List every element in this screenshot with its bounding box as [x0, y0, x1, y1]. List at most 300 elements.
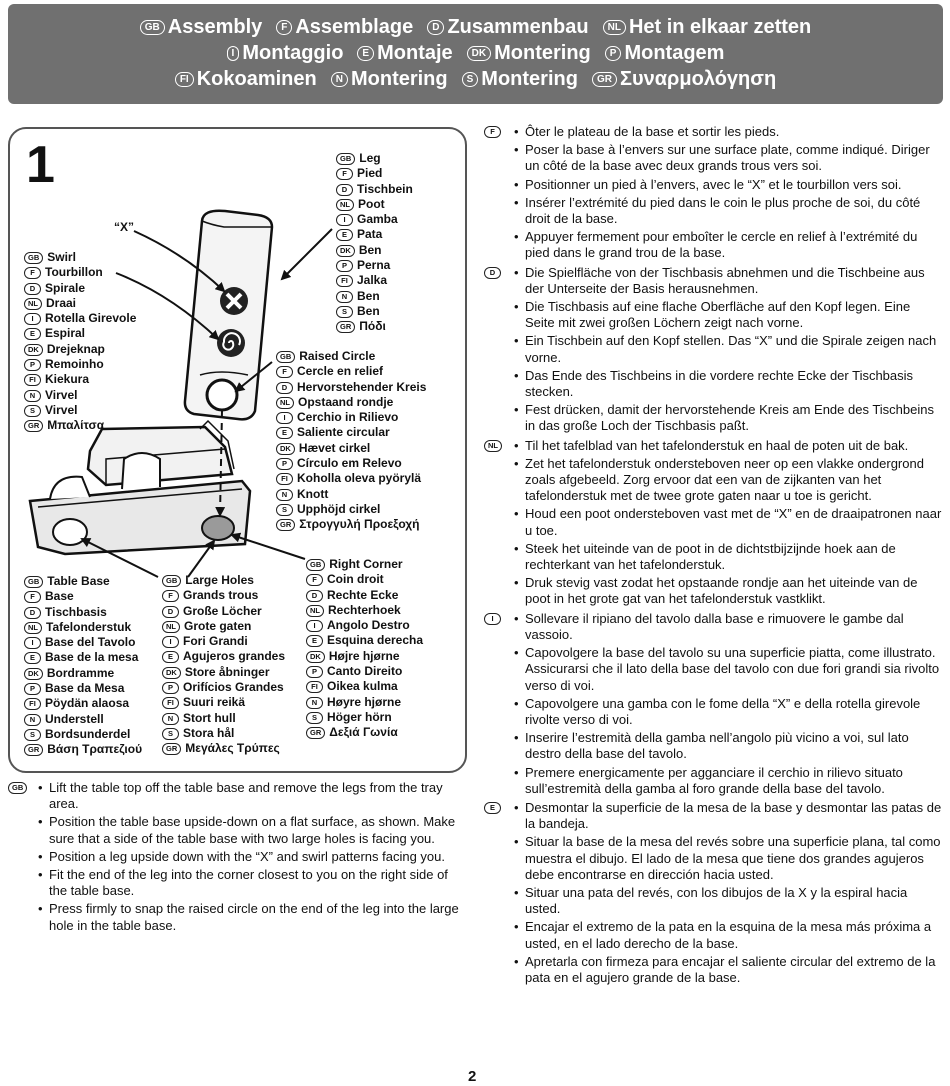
instruction-item: • Encajar el extremo de la pata en la esquina de la mesa más próxima a usted, en el lado derecho de la base.: [514, 919, 942, 951]
label-text: Cerchio in Rilievo: [297, 410, 399, 425]
title-text: Montagem: [624, 42, 725, 64]
label-line: [336, 182, 413, 197]
title-text: Zusammenbau: [447, 16, 589, 38]
language-badge: DK: [306, 651, 325, 663]
label-line: [336, 243, 413, 258]
language-badge: E: [306, 635, 323, 647]
label-line: [24, 342, 136, 357]
instruction-item: • Appuyer fermement pour emboîter le cercle en relief à l’extrémité du pied dans le grand trou de la base.: [514, 229, 942, 261]
language-badge: GB: [140, 20, 165, 35]
title-text: Assembly: [167, 16, 263, 38]
label-text: Højre hjørne: [328, 648, 400, 663]
language-badge: GR: [24, 744, 43, 756]
instruction-section-nl: [484, 438, 942, 608]
instruction-item: • Apretarla con firmeza para encajar el saliente circular del extremo de la pata en el agujero grande de la base.: [514, 954, 942, 986]
instruction-list: [514, 611, 942, 797]
label-line: [24, 357, 136, 372]
label-text: Große Löcher: [183, 603, 262, 618]
label-line: [24, 681, 142, 696]
instruction-item: • Til het tafelblad van het tafelonderstuk en haal de poten uit de bak.: [514, 438, 942, 454]
table-base-drawing: [30, 421, 250, 554]
instruction-item: • Insérer l’extrémité du pied dans le coin le plus proche de soi, du côté droit de la base.: [514, 195, 942, 227]
label-text: Suuri reikä: [183, 695, 246, 710]
label-line: [162, 573, 285, 588]
label-text: Cercle en relief: [297, 364, 384, 379]
label-line: [24, 650, 142, 665]
label-text: Hævet cirkel: [298, 440, 371, 455]
instruction-item: • Position the table base upside-down on a flat surface, as shown. Make sure that a side of the table base with two large holes is facing you.: [38, 814, 463, 846]
label-text: Rechterhoek: [328, 602, 401, 617]
title-item: [227, 42, 344, 65]
language-badge: P: [276, 458, 293, 470]
label-line: [276, 441, 426, 456]
label-text: Μεγάλες Τρύπες: [185, 741, 280, 756]
label-line: [276, 456, 426, 471]
label-line: [24, 250, 136, 265]
instruction-item: • Fit the end of the leg into the corner closest to you on the right side of the table base.: [38, 867, 463, 899]
label-text: Stort hull: [183, 710, 236, 725]
title-row-3: [8, 68, 943, 91]
language-badge: FI: [276, 473, 293, 485]
label-line: [24, 589, 142, 604]
language-badge: NL: [336, 199, 354, 211]
instruction-item: • Houd een poot ondersteboven vast met de “X” en de draaipatronen naar u toe.: [514, 506, 942, 538]
language-badge: DK: [162, 667, 181, 679]
instruction-item: • Situar la base de la mesa del revés sobre una superficie plana, tal como muestra el dibujo. El lado de la mesa que tiene dos grandes agujeros debe encontrarse en dirección hacia usted.: [514, 834, 942, 883]
language-badge: N: [24, 714, 41, 726]
instruction-item: • Zet het tafelonderstuk ondersteboven neer op een vlakke ondergrond zoals afgebeeld. Zorg ervoor dat een van de zijkanten van het tafelonderstuk met de twee grote gaten naar u toe is gericht.: [514, 456, 942, 505]
label-text: Pied: [357, 166, 383, 181]
label-line: [336, 151, 413, 166]
language-badge: GR: [336, 321, 355, 333]
language-badge: GB: [306, 559, 325, 571]
label-text: Bordramme: [46, 665, 115, 680]
language-badge: F: [276, 366, 293, 378]
language-badge: E: [24, 652, 41, 664]
label-line: [276, 349, 426, 364]
label-line: [24, 388, 136, 403]
label-text: Right Corner: [329, 557, 403, 571]
instruction-item: • Steek het uiteinde van de poot in de dichtstbijzijnde hoek aan de rechterkant van het tafelonderstuk.: [514, 541, 942, 573]
language-badge: I: [227, 46, 240, 61]
language-badge: GB: [336, 153, 355, 165]
instruction-item: • Das Ende des Tischbeins in die vordere rechte Ecke der Tischbasis stecken.: [514, 368, 942, 400]
title-item: [462, 68, 578, 91]
instruction-item: • Inserire l’estremità della gamba nell’angolo più vicino a voi, sul lato destro della base del tavolo.: [514, 730, 942, 762]
label-line: [24, 620, 142, 635]
label-line: [306, 588, 423, 603]
label-text: Saliente circular: [297, 425, 390, 440]
label-line: [306, 633, 423, 648]
language-badge: D: [306, 590, 323, 602]
label-text: Virvel: [45, 387, 78, 402]
label-line: [24, 666, 142, 681]
label-text: Pöydän alaosa: [45, 696, 130, 711]
label-line: [306, 618, 423, 633]
label-line: [24, 574, 142, 589]
language-badge: I: [24, 637, 41, 649]
language-badge: S: [276, 504, 293, 516]
label-line: [162, 680, 285, 695]
instruction-item: • Poser la base à l’envers sur une surface plate, comme indiqué. Diriger un côté de la base avec deux grands trous vers soi.: [514, 142, 942, 174]
language-badge: I: [24, 313, 41, 325]
label-text: Canto Direito: [327, 664, 403, 679]
label-text: Πόδι: [359, 319, 386, 334]
label-text: Rotella Girevole: [45, 311, 137, 326]
label-text: Bordsunderdel: [45, 726, 131, 741]
leg-label-list: [336, 151, 413, 335]
language-badge: S: [306, 712, 323, 724]
instruction-item: • Ôter le plateau de la base et sortir les pieds.: [514, 124, 942, 140]
label-text: Höger hörn: [327, 709, 392, 724]
language-badge: F: [24, 591, 41, 603]
language-badge: DK: [24, 344, 43, 356]
label-text: Coin droit: [327, 572, 384, 587]
language-badge: I: [276, 412, 293, 424]
title-text: Assemblage: [295, 16, 414, 38]
instruction-list: [514, 800, 942, 986]
instruction-item: • Premere energicamente per agganciare il cerchio in rilievo situato sull’estremità della gamba al foro grande della base del tavolo.: [514, 765, 942, 797]
label-line: [276, 395, 426, 410]
label-text: Angolo Destro: [327, 618, 410, 633]
label-line: [24, 418, 136, 433]
label-line: [336, 212, 413, 227]
title-text: Montering: [350, 68, 448, 90]
label-line: [24, 742, 142, 757]
language-badge: D: [427, 20, 444, 35]
label-text: Virvel: [45, 402, 78, 417]
label-line: [162, 665, 285, 680]
instructions-gb: [8, 780, 463, 937]
language-badge: S: [24, 405, 41, 417]
label-line: [306, 649, 423, 664]
label-text: Oikea kulma: [327, 679, 398, 694]
label-text: Kiekura: [45, 372, 90, 387]
label-line: [306, 572, 423, 587]
language-badge: F: [306, 574, 323, 586]
label-text: Large Holes: [185, 573, 254, 587]
label-text: Δεξιά Γωνία: [329, 725, 398, 740]
language-badge: NL: [306, 605, 324, 617]
language-badge: I: [162, 636, 179, 648]
label-line: [336, 197, 413, 212]
title-item: [467, 42, 591, 65]
label-text: Gamba: [357, 212, 398, 227]
language-badge: F: [336, 168, 353, 180]
title-item: [140, 16, 263, 39]
label-line: [276, 425, 426, 440]
title-item: [175, 68, 317, 91]
label-text: Store åbninger: [184, 664, 270, 679]
large-holes-label-list: [162, 573, 285, 757]
language-badge: P: [24, 359, 41, 371]
label-text: Drejeknap: [46, 341, 105, 356]
language-badge: I: [306, 620, 323, 632]
label-text: Stora hål: [183, 725, 235, 740]
label-line: [276, 471, 426, 486]
label-line: [24, 712, 142, 727]
language-badge: P: [336, 260, 353, 272]
language-badge: FI: [24, 374, 41, 386]
instruction-list: [514, 265, 942, 435]
instruction-list: [38, 780, 463, 934]
language-badge: GB: [162, 575, 181, 587]
label-text: Poot: [358, 196, 385, 211]
title-text: Het in elkaar zetten: [628, 16, 812, 38]
language-badge: GR: [306, 727, 325, 739]
language-badge: N: [276, 489, 293, 501]
language-badge: N: [162, 713, 179, 725]
language-badge: GB: [276, 351, 295, 363]
instruction-item: • Fest drücken, damit der hervorstehende Kreis am Ende des Tischbeins in das große Loch der Tischbasis paßt.: [514, 402, 942, 434]
label-line: [24, 281, 136, 296]
language-badge: DK: [336, 245, 355, 257]
label-line: [276, 502, 426, 517]
instruction-section-f: [484, 124, 942, 262]
label-text: Remoinho: [45, 357, 104, 372]
swirl-label-list: [24, 250, 136, 434]
language-badge: E: [357, 46, 374, 61]
language-badge: F: [484, 126, 501, 138]
label-line: [306, 664, 423, 679]
label-text: Esquina derecha: [327, 633, 424, 648]
label-text: Table Base: [47, 574, 110, 588]
label-text: Tischbasis: [45, 604, 107, 619]
title-item: [276, 16, 413, 39]
label-text: Grote gaten: [184, 618, 252, 633]
instruction-item: • Sollevare il ripiano del tavolo dalla base e rimuovere le gambe dal vassoio.: [514, 611, 942, 643]
label-line: [24, 296, 136, 311]
label-line: [24, 696, 142, 711]
language-badge: GR: [24, 420, 43, 432]
language-badge: N: [336, 291, 353, 303]
step-number: 1: [26, 136, 55, 194]
title-item: [592, 68, 776, 91]
label-text: Leg: [359, 151, 381, 165]
language-badge: N: [24, 390, 41, 402]
label-line: [162, 604, 285, 619]
language-badge: D: [336, 184, 353, 196]
language-badge: F: [276, 20, 292, 35]
language-badge: S: [24, 729, 41, 741]
instruction-item: • Positionner un pied à l’envers, avec le “X” et le tourbillon vers soi.: [514, 177, 942, 193]
label-text: Jalka: [357, 273, 388, 288]
label-text: Orifícios Grandes: [183, 680, 284, 695]
instruction-section-i: [484, 611, 942, 797]
instruction-list: [514, 124, 942, 262]
instruction-item: • Druk stevig vast zodat het opstaande rondje aan het uiteinde van de poot in het grote gat van het tafelonderstuk vastklikt.: [514, 575, 942, 607]
label-text: Base: [45, 589, 74, 604]
language-badge: P: [605, 46, 622, 61]
label-text: Agujeros grandes: [183, 649, 286, 664]
instruction-item: • Lift the table top off the table base and remove the legs from the tray area.: [38, 780, 463, 812]
label-line: [336, 166, 413, 181]
label-line: [306, 603, 423, 618]
title-item: [427, 16, 588, 39]
title-banner: [8, 4, 943, 104]
instruction-item: • Position a leg upside down with the “X” and swirl patterns facing you.: [38, 849, 463, 865]
language-badge: S: [336, 306, 353, 318]
label-text: Hervorstehender Kreis: [297, 379, 427, 394]
label-text: Upphöjd cirkel: [297, 501, 381, 516]
label-line: [276, 410, 426, 425]
label-line: [336, 227, 413, 242]
title-row-2: [8, 42, 943, 65]
x-callout-label: “X”: [114, 220, 135, 234]
instruction-item: • Situar una pata del revés, con los dibujos de la X y la espiral hacia usted.: [514, 885, 942, 917]
title-text: Kokoaminen: [196, 68, 317, 90]
label-text: Στρογγυλή Προεξοχή: [299, 517, 420, 532]
title-row-1: [8, 16, 943, 39]
label-text: Rechte Ecke: [327, 587, 399, 602]
label-text: Swirl: [47, 250, 76, 264]
title-item: [605, 42, 725, 65]
label-text: Μπαλίτσα: [47, 418, 105, 433]
instruction-item: • Capovolgere la base del tavolo su una superficie piatta, come illustrato. Assicurarsi che il lato della base del tavolo con due fori grandi sia rivolto verso di voi.: [514, 645, 942, 694]
label-line: [306, 695, 423, 710]
title-text: Montaje: [377, 42, 453, 64]
right-corner-label-list: [306, 557, 423, 741]
leg-drawing: [185, 211, 272, 420]
instruction-list: [514, 438, 942, 608]
language-badge: FI: [162, 697, 179, 709]
instruction-item: • Die Tischbasis auf eine flache Oberfläche auf den Kopf legen. Eine Seite mit zwei großen Löchern zeigt nach vorne.: [514, 299, 942, 331]
language-badge: N: [306, 697, 323, 709]
label-text: Høyre hjørne: [327, 694, 402, 709]
label-line: [336, 258, 413, 273]
language-badge: I: [484, 613, 501, 625]
title-item: [603, 16, 812, 39]
label-line: [24, 605, 142, 620]
label-line: [24, 727, 142, 742]
language-badge: E: [24, 328, 41, 340]
label-text: Base da Mesa: [45, 681, 125, 696]
label-text: Perna: [357, 258, 391, 273]
language-badge: I: [336, 214, 353, 226]
label-text: Spirale: [45, 280, 86, 295]
label-line: [336, 289, 413, 304]
language-badge: D: [484, 267, 501, 279]
label-text: Base del Tavolo: [45, 635, 136, 650]
label-text: Fori Grandi: [183, 634, 248, 649]
language-badge: GR: [276, 519, 295, 531]
language-badge: P: [306, 666, 323, 678]
title-text: Montering: [494, 42, 591, 64]
label-text: Tafelonderstuk: [46, 619, 132, 634]
raised-circle-label-list: [276, 349, 426, 533]
label-line: [24, 403, 136, 418]
label-line: [336, 319, 413, 334]
label-text: Tourbillon: [45, 265, 103, 280]
label-text: Understell: [45, 711, 104, 726]
label-text: Βάση Τραπεζιού: [47, 742, 143, 757]
step-1-diagram-panel: [8, 127, 467, 773]
language-badge: DK: [467, 46, 491, 61]
label-text: Ben: [357, 288, 380, 303]
language-badge: P: [162, 682, 179, 694]
label-text: Opstaand rondje: [298, 394, 394, 409]
language-badge: D: [24, 283, 41, 295]
label-line: [306, 725, 423, 740]
language-badge: N: [331, 72, 348, 87]
language-badge: GB: [24, 576, 43, 588]
language-badge: NL: [24, 298, 42, 310]
label-line: [24, 635, 142, 650]
instruction-item: • Ein Tischbein auf den Kopf stellen. Das “X” und die Spirale zeigen nach vorne.: [514, 333, 942, 365]
label-line: [306, 679, 423, 694]
language-badge: F: [24, 267, 41, 279]
language-badge: D: [24, 607, 41, 619]
instruction-section-e: [484, 800, 942, 986]
title-item: [331, 68, 448, 91]
label-text: Espiral: [45, 326, 86, 341]
label-text: Raised Circle: [299, 349, 376, 363]
language-badge: S: [162, 728, 179, 740]
language-badge: FI: [175, 72, 194, 87]
language-badge: E: [162, 651, 179, 663]
label-line: [276, 380, 426, 395]
language-badge: DK: [24, 668, 43, 680]
label-line: [162, 619, 285, 634]
label-line: [336, 304, 413, 319]
language-badge: D: [162, 606, 179, 618]
language-badge: FI: [24, 698, 41, 710]
instruction-item: • Die Spielfläche von der Tischbasis abnehmen und die Tischbeine aus der Unterseite der Basis herausnehmen.: [514, 265, 942, 297]
instruction-section-gb: [8, 780, 463, 934]
language-badge: NL: [162, 621, 180, 633]
label-text: Knott: [297, 486, 329, 501]
label-text: Pata: [357, 227, 383, 242]
language-badge: NL: [276, 397, 294, 409]
language-badge: GB: [8, 782, 27, 794]
label-line: [306, 557, 423, 572]
label-line: [24, 311, 136, 326]
language-badge: S: [462, 72, 479, 87]
label-line: [24, 372, 136, 387]
label-line: [276, 517, 426, 532]
language-badge: E: [484, 802, 501, 814]
label-line: [24, 265, 136, 280]
language-badge: NL: [484, 440, 502, 452]
label-line: [276, 364, 426, 379]
label-text: Ben: [358, 242, 382, 257]
label-line: [306, 710, 423, 725]
language-badge: NL: [24, 622, 42, 634]
table-base-label-list: [24, 574, 142, 758]
label-text: Grands trous: [183, 588, 259, 603]
label-line: [162, 711, 285, 726]
instruction-item: • Press firmly to snap the raised circle on the end of the leg into the large hole in the table base.: [38, 901, 463, 933]
label-line: [162, 634, 285, 649]
label-line: [162, 695, 285, 710]
language-badge: NL: [603, 20, 626, 35]
language-badge: E: [276, 427, 293, 439]
label-text: Draai: [46, 295, 77, 310]
label-line: [336, 273, 413, 288]
label-text: Tischbein: [357, 181, 413, 196]
language-badge: D: [276, 382, 293, 394]
language-badge: F: [162, 590, 179, 602]
label-text: Círculo em Relevo: [297, 456, 402, 471]
label-line: [162, 588, 285, 603]
label-text: Koholla oleva pyörylä: [297, 471, 422, 486]
language-badge: P: [24, 683, 41, 695]
page-number: 2: [468, 1068, 477, 1085]
label-line: [276, 487, 426, 502]
instruction-section-d: [484, 265, 942, 435]
label-line: [162, 741, 285, 756]
language-badge: FI: [336, 275, 353, 287]
